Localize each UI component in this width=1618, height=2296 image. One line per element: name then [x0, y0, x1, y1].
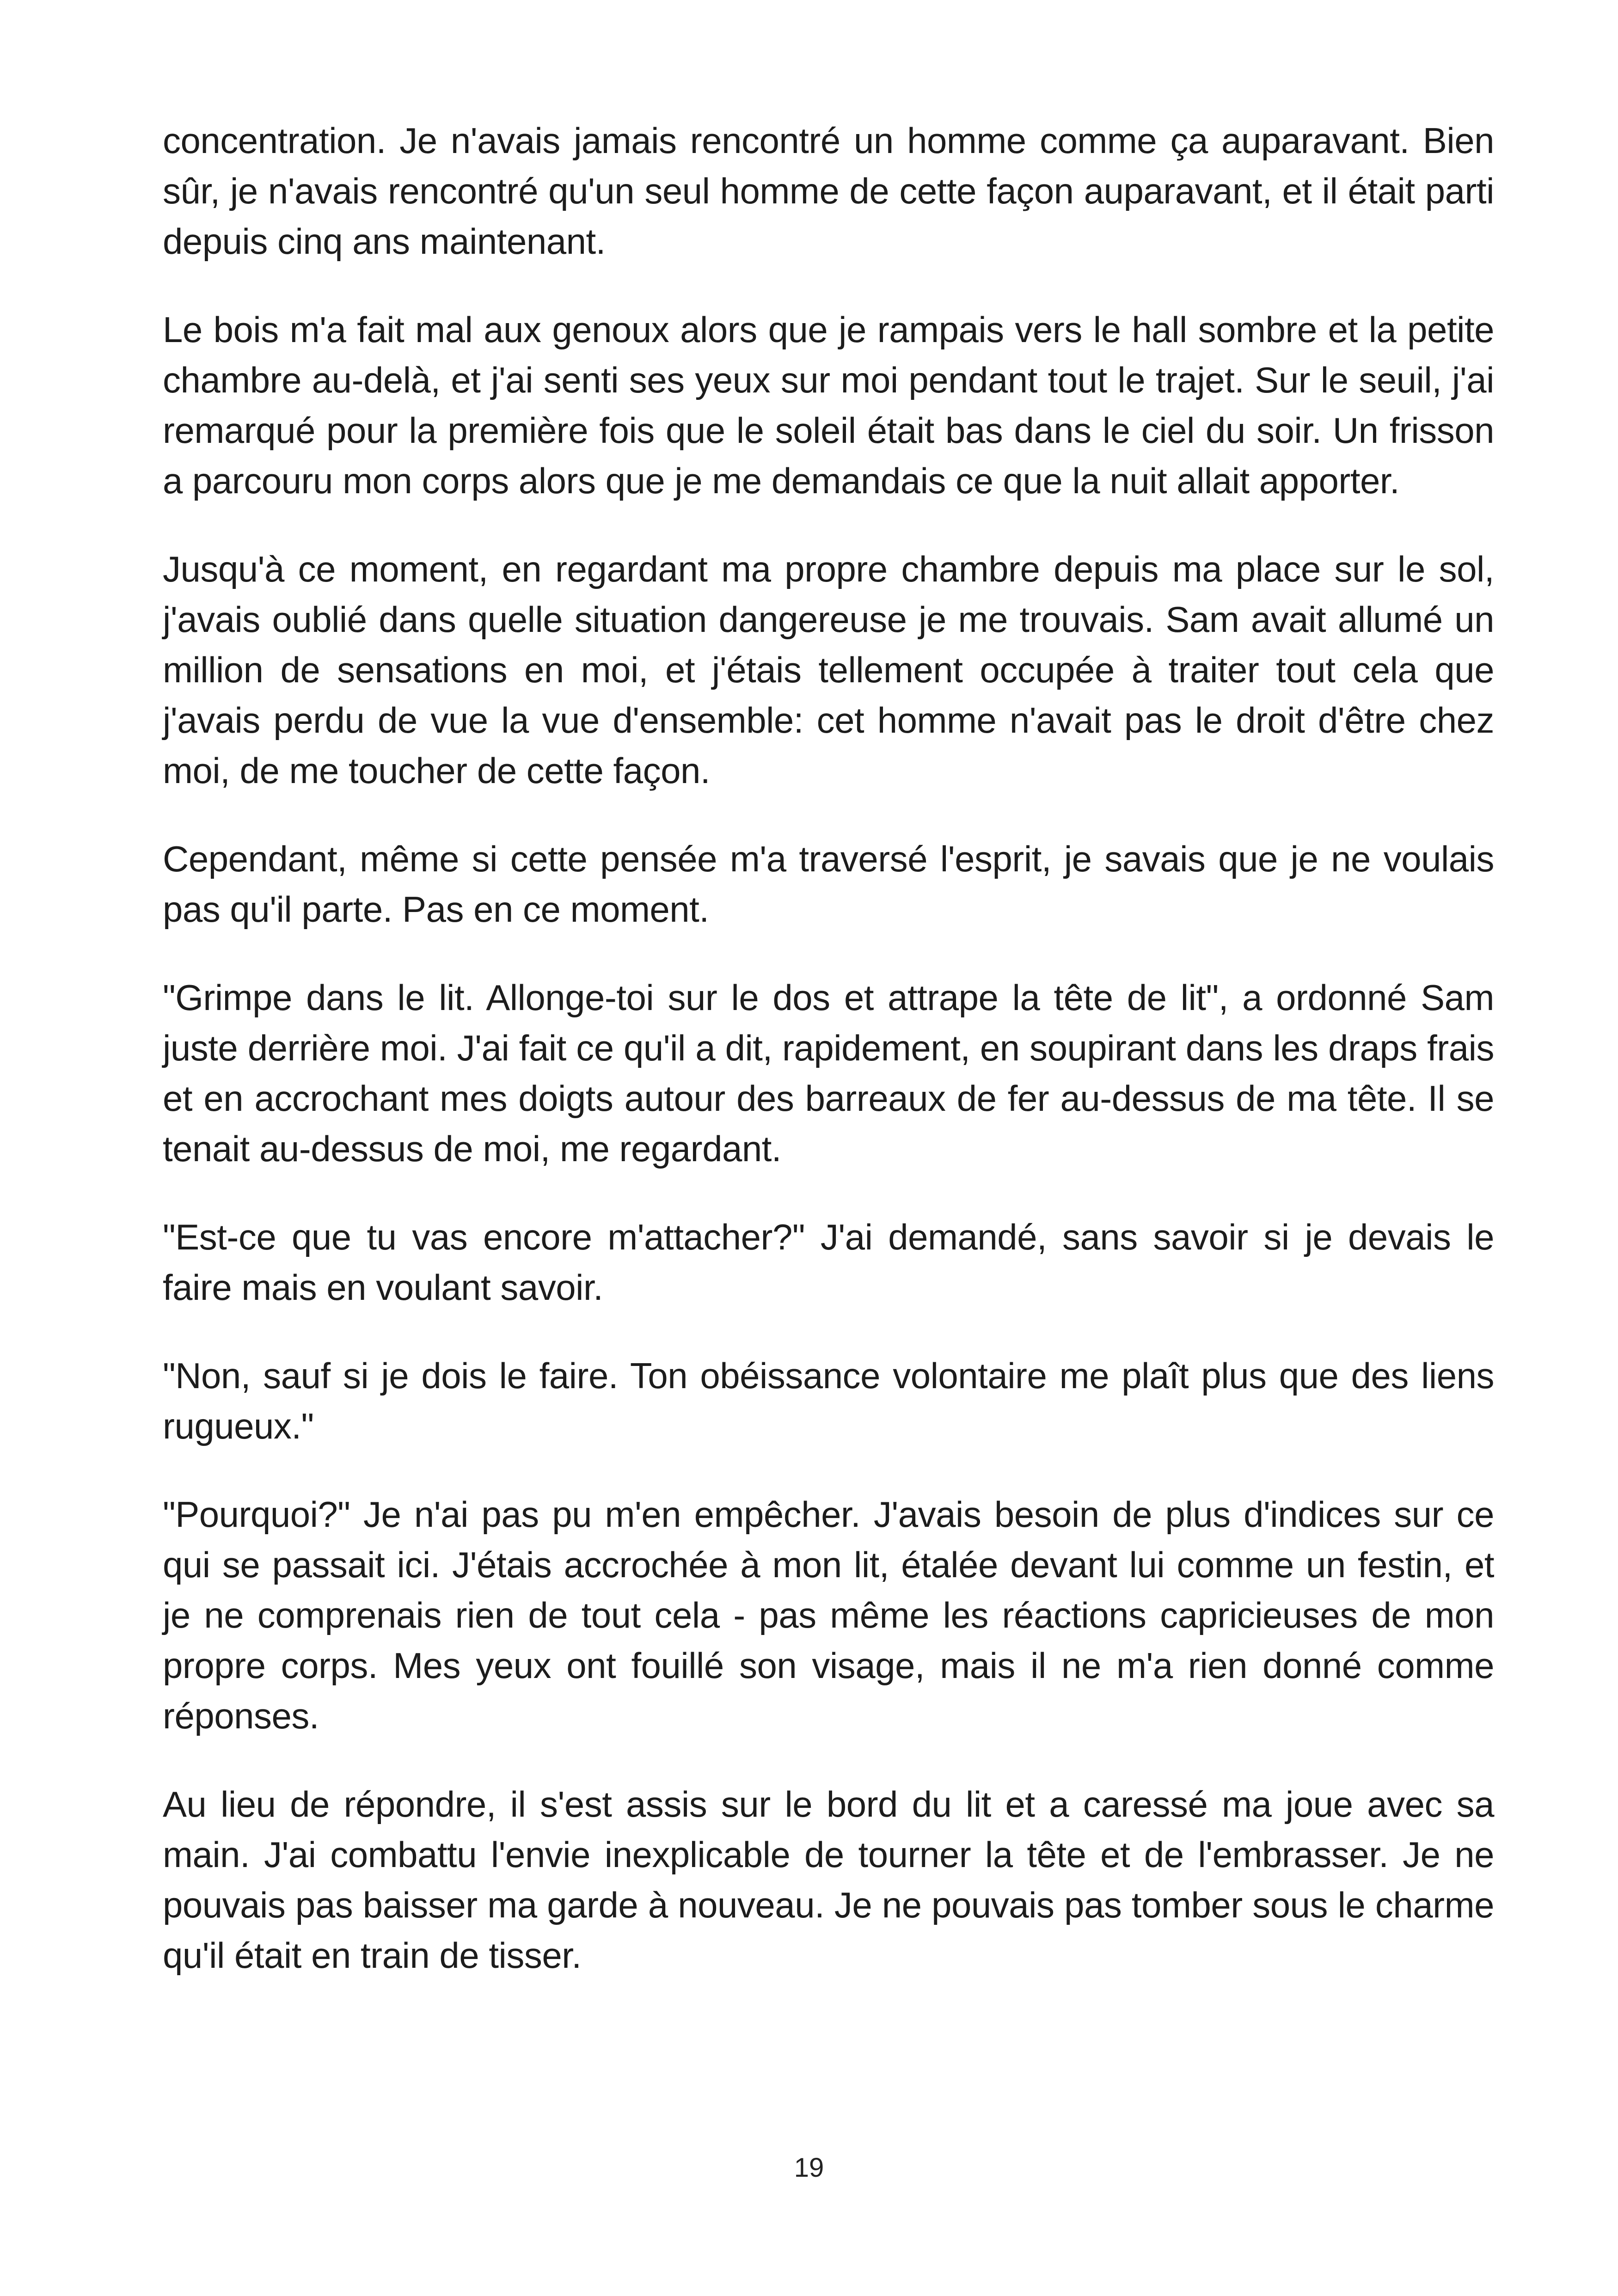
paragraph: concentration. Je n'avais jamais rencontré un homme comme ça auparavant. Bien sûr, je n'avais rencontré qu'un seul homme de cette façon auparavant, et il était parti depuis cinq ans maintenant.	[163, 120, 1494, 262]
paragraph: "Pourquoi?" Je n'ai pas pu m'en empêcher. J'avais besoin de plus d'indices sur ce qui se passait ici. J'étais accrochée à mon lit, étalée devant lui comme un festin, et je ne comprenais rien de tout cela - pas même les réactions capricieuses de mon propre corps. Mes yeux ont fouillé son visage, mais il ne m'a rien donné comme réponses.	[163, 1494, 1494, 1736]
paragraph: "Grimpe dans le lit. Allonge-toi sur le dos et attrape la tête de lit", a ordonné Sam juste derrière moi. J'ai fait ce qu'il a dit, rapidement, en soupirant dans les draps frais et en accrochant mes doigts autour des barreaux de fer au-dessus de ma tête. Il se tenait au-dessus de moi, me regardant.	[163, 977, 1494, 1169]
paragraph: Jusqu'à ce moment, en regardant ma propre chambre depuis ma place sur le sol, j'avais oublié dans quelle situation dangereuse je me trouvais. Sam avait allumé un million de sensations en moi, et j'étais tellement occupée à traiter tout cela que j'avais perdu de vue la vue d'ensemble: cet homme n'avait pas le droit d'être chez moi, de me toucher de cette façon.	[163, 549, 1494, 791]
paragraph: "Non, sauf si je dois le faire. Ton obéissance volontaire me plaît plus que des liens rugueux."	[163, 1355, 1494, 1446]
paragraph: Le bois m'a fait mal aux genoux alors que je rampais vers le hall sombre et la petite chambre au-delà, et j'ai senti ses yeux sur moi pendant tout le trajet. Sur le seuil, j'ai remarqué pour la première fois que le soleil était bas dans le ciel du soir. Un frisson a parcouru mon corps alors que je me demandais ce que la nuit allait apporter.	[163, 309, 1494, 501]
paragraph: Cependant, même si cette pensée m'a traversé l'esprit, je savais que je ne voulais pas qu'il parte. Pas en ce moment.	[163, 839, 1494, 930]
paragraph: "Est-ce que tu vas encore m'attacher?" J'ai demandé, sans savoir si je devais le faire mais en voulant savoir.	[163, 1217, 1494, 1308]
body-text	[163, 116, 1494, 2019]
page-number: 19	[794, 2153, 824, 2183]
paragraph: Au lieu de répondre, il s'est assis sur le bord du lit et a caressé ma joue avec sa main. J'ai combattu l'envie inexplicable de tourner la tête et de l'embrasser. Je ne pouvais pas baisser ma garde à nouveau. Je ne pouvais pas tomber sous le charme qu'il était en train de tisser.	[163, 1784, 1494, 1976]
